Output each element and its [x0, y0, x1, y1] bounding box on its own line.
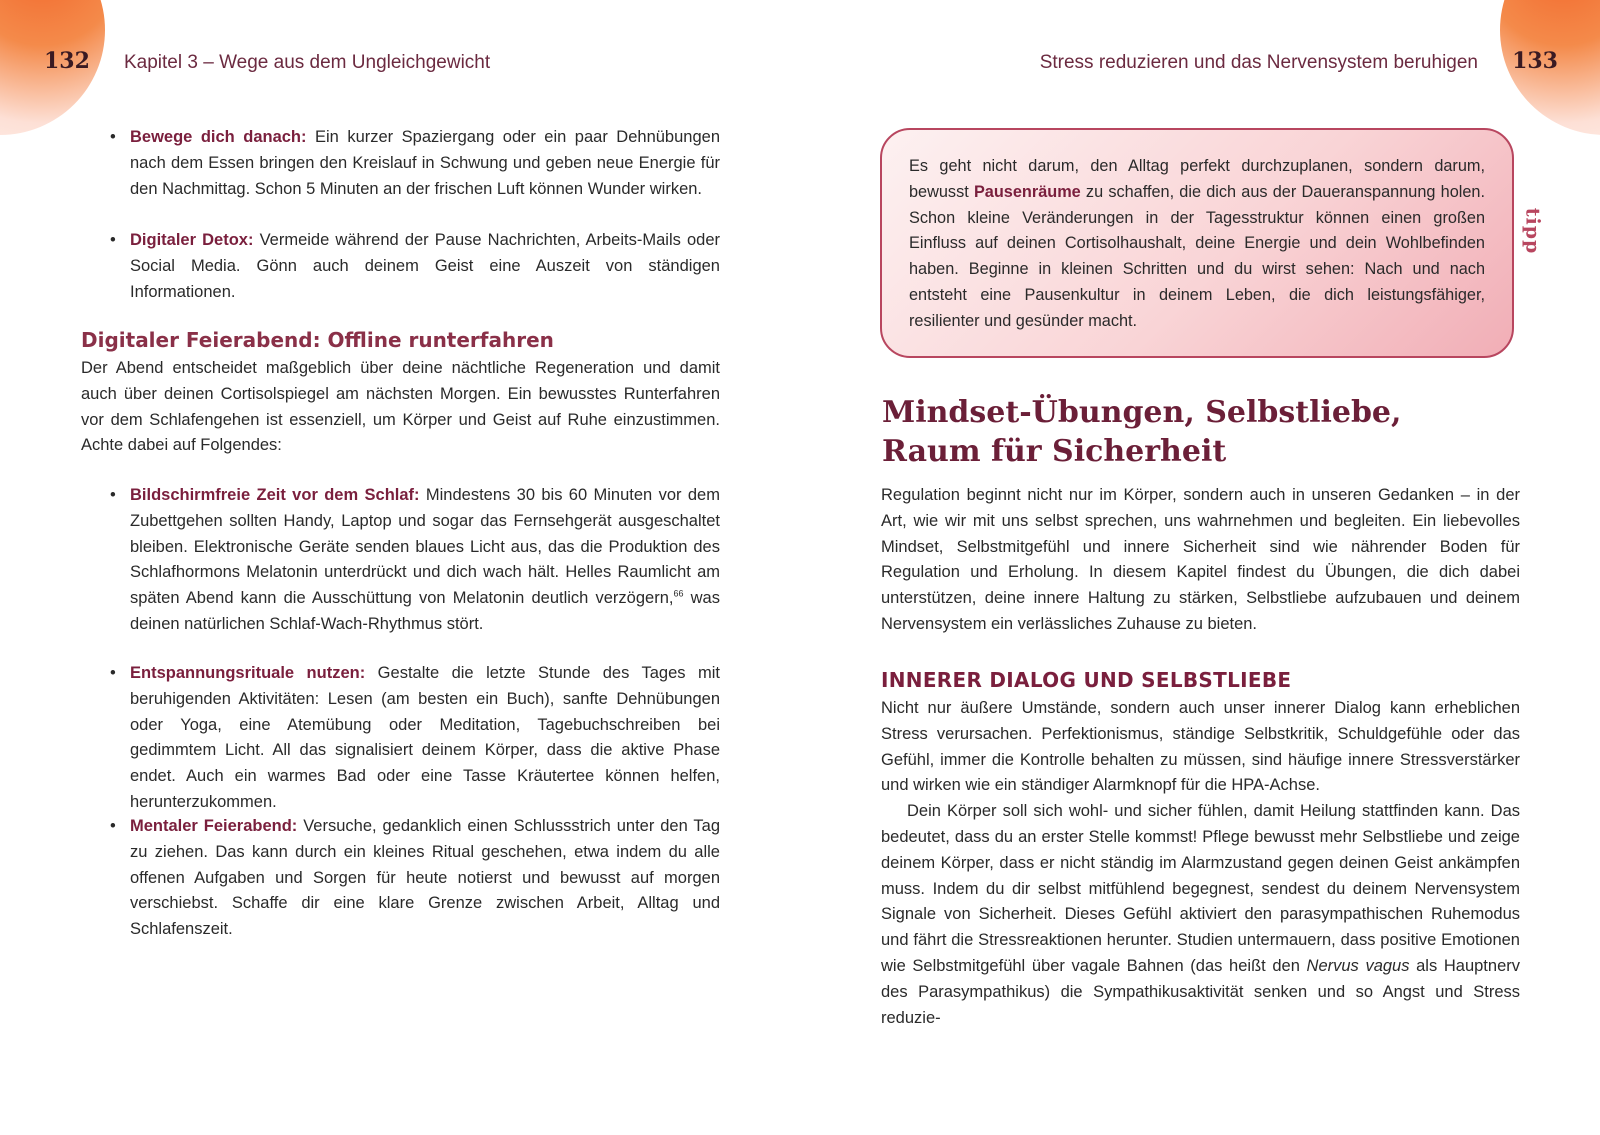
paragraph	[881, 799, 1520, 1031]
subheading: INNERER DIALOG UND SELBSTLIEBE	[881, 668, 1292, 692]
list-item-text: Vermeide während der Pause Nachrichten, Arbeits-Mails oder Social Media. Gönn auch deinem Geist eine Auszeit von ständigen Informationen.	[130, 231, 720, 301]
chapter-heading-line: Mindset-Übungen, Selbstliebe,	[882, 395, 1402, 430]
list-item-text: Mindestens 30 bis 60 Minuten vor dem Zubettgehen sollten Handy, Laptop und sogar das Fernsehgerät ausgeschaltet bleiben. Elektronische Geräte senden blaues Licht aus, das die Produktion des Schlafhormons Melatonin unterdrückt und dich wach hält. Helles Raumlicht am späten Abend kann die Ausschüttung von Melatonin deutlich verzögern,	[130, 486, 720, 608]
bullet-icon: •	[110, 817, 116, 835]
latin-term: Nervus vagus	[1306, 956, 1410, 975]
paragraph-part: als Hauptnerv des Parasympathikus) die Sympathikusaktivität senken und so Angst und Stress reduzie-	[881, 956, 1520, 1027]
list-item	[108, 814, 720, 943]
section-heading: Digitaler Feierabend: Offline runterfahren	[81, 328, 554, 352]
body-text	[881, 696, 1520, 1031]
paragraph-part: Dein Körper soll sich wohl- und sicher fühlen, damit Heilung stattfinden kann. Das bedeutet, dass du an erster Stelle kommst! Pflege bewusst mehr Selbstliebe und zeige deinem Körper, dass er nicht ständig im Alarmzustand gegen deinen Geist ankämpfen muss. Indem du dir selbst mitfühlend begegnest, sendest du deinem Nervensystem Signale von Sicherheit. Dieses Gefühl aktiviert den parasympathischen Ruhemodus und fährt die Stressreaktionen herunter. Studien untermauern, dass positive Emotionen wie Selbstmitgefühl über vagale Bahnen (das heißt den	[881, 802, 1520, 975]
section-intro: Der Abend entscheidet maßgeblich über deine nächtliche Regeneration und damit auch über deinen Cortisolspiegel am nächsten Morgen. Ein bewusstes Runterfahren vor dem Schlafengehen ist essenziell, um Körper und Geist auf Ruhe einzustimmen. Achte dabei auf Folgendes:	[81, 359, 720, 455]
bullet-icon: •	[110, 128, 116, 146]
list-item-text: Gestalte die letzte Stunde des Tages mit beruhigenden Aktivitäten: Lesen (am besten ein Buch), sanfte Dehnübungen oder Yoga, eine Atemübung oder Meditation, Tagebuchschreiben bei gedimmtem Licht. All das signalisiert deinem Körper, dass die aktive Phase endet. Auch ein warmes Bad oder eine Tasse Kräutertee können helfen, herunterzukommen.	[130, 664, 720, 811]
list-item-term: Digitaler Detox:	[130, 231, 254, 249]
tip-text-part: Es geht nicht darum, den Alltag perfekt durchzuplanen, sondern darum, bewusst	[909, 157, 1485, 201]
list-item	[108, 228, 720, 305]
chapter-intro: Regulation beginnt nicht nur im Körper, sondern auch in unseren Gedanken – in der Art, wie wir mit uns selbst sprechen, uns wahrnehmen und begleiten. Ein liebevolles Mindset, Selbstmitgefühl und innere Sicherheit sind wie nährender Boden für Regulation und Erholung. In diesem Kapitel findest du Übungen, die dich dabei unterstützen, deine innere Haltung zu stärken, Selbstliebe aufzubauen und deinem Nervensystem ein verlässliches Zuhause zu bieten.	[881, 486, 1520, 633]
chapter-heading	[882, 393, 1522, 471]
list-item-text: Ein kurzer Spaziergang oder ein paar Dehnübungen nach dem Essen bringen den Kreislauf in Schwung und geben neue Energie für den Nachmittag. Schon 5 Minuten an der frischen Luft können Wunder wirken.	[130, 128, 720, 198]
list-item-term: Bewege dich danach:	[130, 128, 307, 146]
tip-box	[880, 128, 1514, 358]
tip-text	[909, 154, 1485, 335]
bullet-icon: •	[110, 231, 116, 249]
bullet-icon: •	[110, 664, 116, 682]
tip-label: tipp	[1521, 207, 1544, 255]
list-item-text: was deinen natürlichen Schlaf-Wach-Rhythmus stört.	[130, 589, 720, 633]
paragraph: Nicht nur äußere Umstände, sondern auch unser innerer Dialog kann erheblichen Stress verursachen. Perfektionismus, ständige Selbstkritik, Schuldgefühle oder das Gefühl, immer die Kontrolle behalten zu müssen, sind häufige innere Stressverstärker und wirken wie ein ständiger Alarmknopf für die HPA-Achse.	[881, 699, 1520, 795]
tip-text-part: zu schaffen, die dich aus der Daueranspannung holen. Schon kleine Veränderungen in der Tagesstruktur können einen großen Einfluss auf deinen Cortisolhaushalt, deine Energie und dein Wohlbefinden haben. Beginne in kleinen Schritten und du wirst sehen: Nach und nach entsteht eine Pausenkultur in deinem Leben, die dich leistungsfähiger, resilienter und gesünder macht.	[909, 182, 1485, 330]
running-head: Stress reduzieren und das Nervensystem beruhigen	[1039, 52, 1478, 73]
bullet-icon: •	[110, 486, 116, 504]
running-head: Kapitel 3 – Wege aus dem Ungleichgewicht	[124, 52, 491, 73]
list-item	[108, 661, 720, 816]
chapter-heading-line: Raum für Sicherheit	[882, 434, 1227, 469]
tip-emphasis: Pausenräume	[973, 182, 1081, 201]
list-item-term: Mentaler Feierabend:	[130, 817, 298, 835]
page-number: 133	[1512, 48, 1558, 74]
list-item-term: Bildschirmfreie Zeit vor dem Schlaf:	[130, 486, 420, 504]
list-item-text: Versuche, gedanklich einen Schlussstrich unter den Tag zu ziehen. Das kann durch ein kleines Ritual geschehen, etwa indem du alle offenen Aufgaben und Sorgen für heute notierst und bewusst auf morgen verschiebst. Schaffe dir eine klare Grenze zwischen Arbeit, Alltag und Schlafenszeit.	[130, 817, 720, 939]
list-item	[108, 483, 720, 638]
footnote-marker: 66	[673, 588, 684, 599]
list-item-term: Entspannungsrituale nutzen:	[130, 664, 366, 682]
right-page	[800, 0, 1600, 1135]
page-number: 132	[44, 48, 90, 74]
list-item	[108, 125, 720, 202]
